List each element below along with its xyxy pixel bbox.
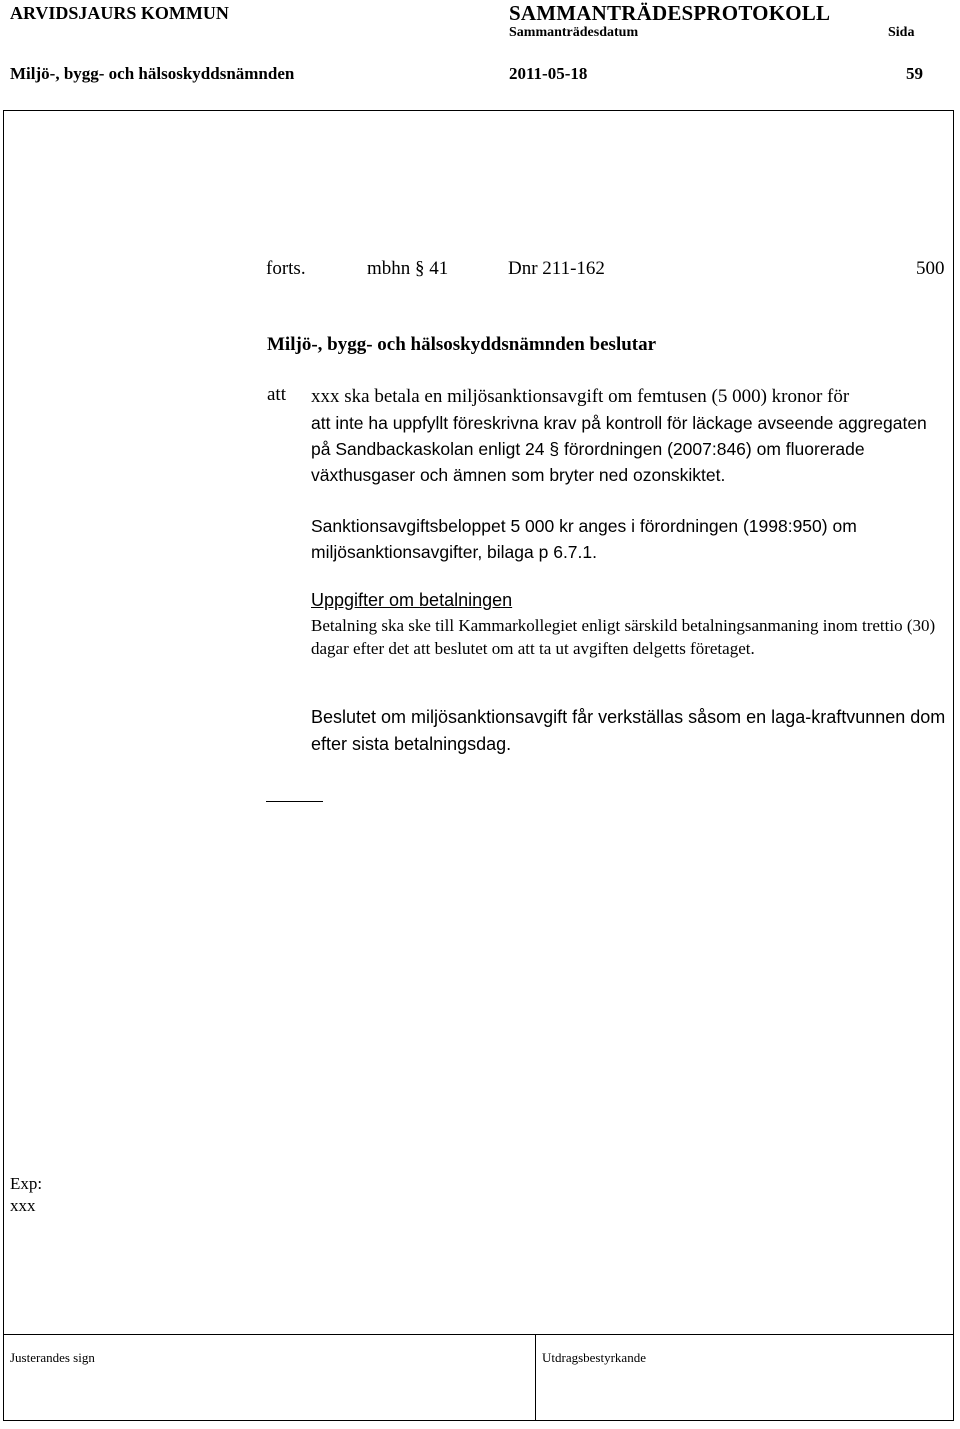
payment-text: Betalning ska ske till Kammarkollegiet enligt särskild betalningsanmaning inom trettio (30) dagar efter det att beslutet om att ta ut avgiften delgetts företaget. bbox=[311, 616, 936, 658]
meeting-date-label: Sammanträdesdatum bbox=[509, 25, 639, 40]
decision-line-rest: att inte ha uppfyllt föreskrivna krav på kontroll för läckage avseende aggregaten på Sandbackaskolan enligt 24 § förordningen (2007:846) om fluorerade växthusgaser och ämnen som bryter ned ozonskiktet. bbox=[311, 413, 927, 485]
page-number: 59 bbox=[906, 64, 923, 83]
dispatch-recipient: xxx bbox=[10, 1196, 36, 1215]
continuation-label: forts. bbox=[266, 258, 306, 279]
att-label: att bbox=[267, 384, 286, 405]
footer-column-divider bbox=[535, 1334, 536, 1421]
sanction-paragraph: Sanktionsavgiftsbeloppet 5 000 kr anges i förordningen (1998:950) om miljösanktionsavgifter, bilaga p 6.7.1. bbox=[311, 516, 857, 562]
section-end-rule bbox=[266, 801, 323, 802]
decision-line-1: xxx ska betala en miljösanktionsavgift om femtusen (5 000) kronor för bbox=[311, 386, 850, 407]
meeting-date: 2011-05-18 bbox=[509, 64, 588, 83]
committee-name: Miljö-, bygg- och hälsoskyddsnämnden bbox=[10, 64, 295, 83]
signature-label: Justerandes sign bbox=[10, 1350, 95, 1365]
organization-name: ARVIDSJAURS KOMMUN bbox=[10, 3, 229, 23]
document-type: SAMMANTRÄDESPROTOKOLL bbox=[509, 1, 831, 25]
archive-code: 500 bbox=[916, 258, 945, 279]
document-frame bbox=[3, 110, 954, 1421]
case-number: Dnr 211-162 bbox=[508, 258, 605, 279]
dispatch-label: Exp: bbox=[10, 1174, 43, 1193]
decision-heading: Miljö-, bygg- och hälsoskyddsnämnden beslutar bbox=[267, 334, 657, 355]
extract-certification-label: Utdragsbestyrkande bbox=[542, 1350, 646, 1365]
page-label: Sida bbox=[888, 25, 915, 40]
payment-heading: Uppgifter om betalningen bbox=[311, 590, 513, 610]
decision-text bbox=[311, 384, 951, 488]
section-reference: mbhn § 41 bbox=[367, 258, 449, 279]
enforcement-paragraph: Beslutet om miljösanktionsavgift får verkställas såsom en laga-kraftvunnen dom efter sista betalningsdag. bbox=[311, 707, 946, 754]
footer-divider bbox=[3, 1334, 954, 1335]
